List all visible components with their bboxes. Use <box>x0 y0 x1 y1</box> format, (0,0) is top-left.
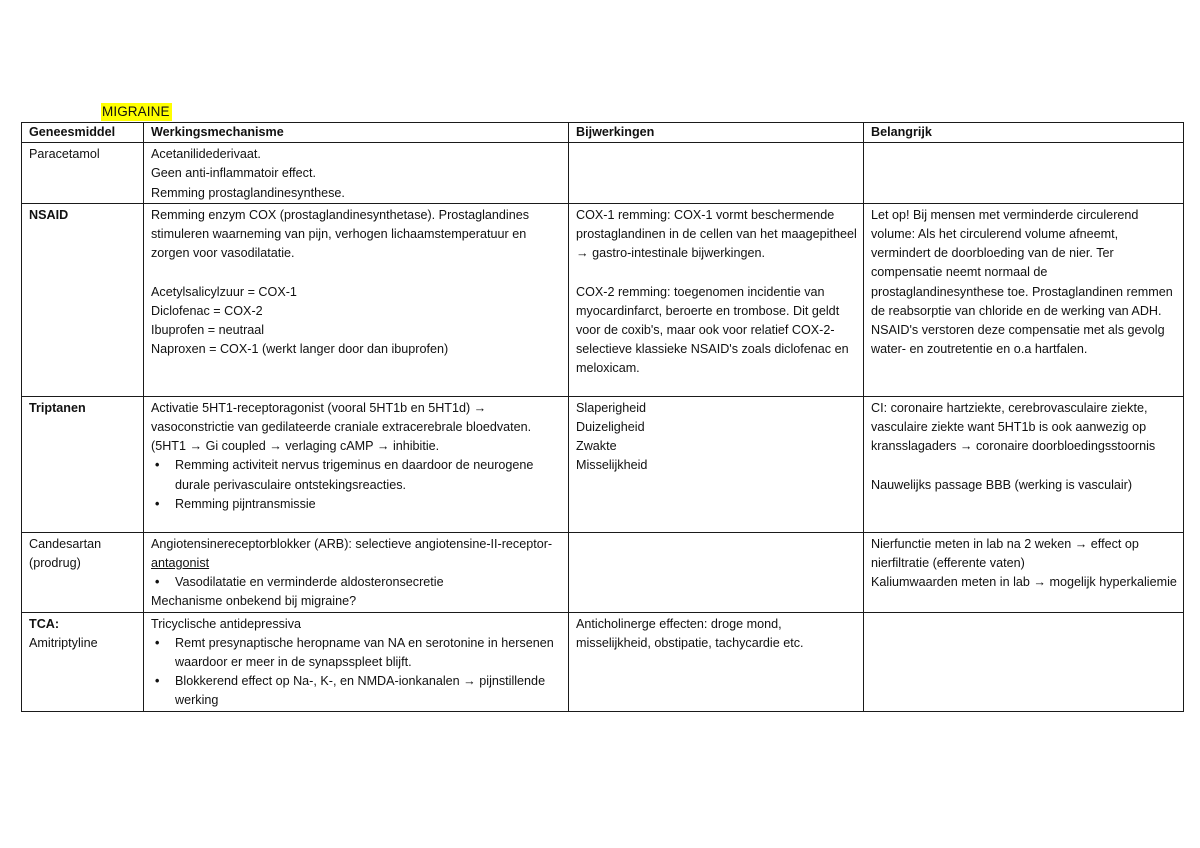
mechanism-cell <box>144 612 569 711</box>
drug-cell <box>22 396 144 532</box>
side-effect-line: Slaperigheid <box>576 400 647 415</box>
side-effects-paragraph: COX-2 remming: toegenomen incidentie van myocardinfarct, beroerte en trombose. Dit geldt voor de coxib's, maar ook voor relatief COX-2-selectieve klassieke NSAID's zoals diclofenac en meloxicam. <box>576 284 849 376</box>
mechanism-paragraph: Remming enzym COX (prostaglandinesynthetase). Prostaglandines stimuleren waarneming van pijn, verhogen lichaamstemperatuur en zorgen voor vasodilatatie. <box>151 207 529 261</box>
drug-name: Triptanen <box>29 400 86 415</box>
side-effect-line: Duizeligheid <box>576 420 645 435</box>
mechanism-bullet-list <box>151 573 562 592</box>
table-row <box>22 143 1184 204</box>
document-title: MIGRAINE <box>102 104 170 119</box>
drug-name: NSAID <box>29 207 69 222</box>
table-header-row <box>22 123 1184 143</box>
drug-note: (prodrug) <box>29 556 81 571</box>
important-paragraph: Nauwelijks passage BBB (werking is vasculair) <box>871 477 1133 492</box>
important-cell <box>864 396 1184 532</box>
side-effects-cell <box>569 143 864 204</box>
side-effect-line: Misselijkheid <box>576 458 648 473</box>
medication-table <box>21 122 1184 712</box>
important-paragraph: Let op! Bij mensen met verminderde circulerend volume: Als het circulerend volume afneemt, vermindert de doorbloeding van de nier. Ter compensatie neemt normaal de prostaglandinesynthese toe. Prostaglandinen remmen de reabsorptie van chloride en de werking van ADH. NSAID's verstoren deze compensatie met als gevolg water- en zoutretentie en o.a hartfalen. <box>871 207 1173 357</box>
side-effects-paragraph: Anticholinerge effecten: droge mond, misselijkheid, obstipatie, tachycardie etc. <box>576 616 804 650</box>
important-cell <box>864 612 1184 711</box>
underlined-term: antagonist <box>151 556 210 571</box>
side-effects-paragraph: COX-1 remming: COX-1 vormt beschermende prostaglandinen in de cellen van het maagepitheel → gastro-intestinale bijwerkingen. <box>576 207 857 261</box>
side-effects-cell <box>569 396 864 532</box>
list-item: • Vasodilatatie en verminderde aldosteronsecretie <box>175 573 562 592</box>
important-paragraph: CI: coronaire hartziekte, cerebrovasculaire ziekte, vasculaire ziekte want 5HT1b is ook aanwezig op kransslagaders → coronaire doorbloedingsstoornis <box>871 400 1156 454</box>
mechanism-cell <box>144 203 569 396</box>
table-row <box>22 532 1184 612</box>
important-paragraph: Nierfunctie meten in lab na 2 weken → effect op nierfiltratie (efferente vaten) <box>871 536 1139 571</box>
table-row <box>22 396 1184 532</box>
drug-cell <box>22 532 144 612</box>
mechanism-line: Diclofenac = COX-2 <box>151 303 263 318</box>
mechanism-line: Remming prostaglandinesynthese. <box>151 185 345 200</box>
important-cell <box>864 532 1184 612</box>
header-drug: Geneesmiddel <box>22 123 144 143</box>
mechanism-line: Ibuprofen = neutraal <box>151 323 265 338</box>
list-item: • Remming pijntransmissie <box>175 495 562 514</box>
mechanism-line: Naproxen = COX-1 (werkt langer door dan ibuprofen) <box>151 342 449 357</box>
mechanism-cell <box>144 396 569 532</box>
drug-name: TCA: <box>29 616 60 631</box>
mechanism-line: Acetanilidederivaat. <box>151 147 261 162</box>
side-effects-cell <box>569 612 864 711</box>
mechanism-paragraph: Activatie 5HT1-receptoragonist (vooral 5HT1b en 5HT1d) → vasoconstrictie van gedilateerde craniale extracerebrale bloedvaten. (5HT1 → Gi coupled → verlaging cAMP → inhibitie. <box>151 400 532 454</box>
mechanism-bullet-list <box>151 456 562 514</box>
header-mechanism: Werkingsmechanisme <box>144 123 569 143</box>
mechanism-paragraph: Angiotensinereceptorblokker (ARB): selectieve angiotensine-II-receptor-antagonist <box>151 536 553 571</box>
header-important: Belangrijk <box>864 123 1184 143</box>
mechanism-line: Geen anti-inflammatoir effect. <box>151 166 316 181</box>
mechanism-line: Tricyclische antidepressiva <box>151 616 302 631</box>
drug-cell <box>22 143 144 204</box>
drug-name: Candesartan <box>29 536 102 551</box>
mechanism-bullet-list <box>151 634 562 711</box>
table-row <box>22 203 1184 396</box>
side-effects-cell <box>569 532 864 612</box>
mechanism-cell <box>144 532 569 612</box>
important-paragraph: Kaliumwaarden meten in lab → mogelijk hyperkaliemie <box>871 575 1177 590</box>
drug-name: Paracetamol <box>29 147 100 162</box>
mechanism-line: Mechanisme onbekend bij migraine? <box>151 594 357 609</box>
side-effects-cell <box>569 203 864 396</box>
table-row <box>22 612 1184 711</box>
list-item: • Remming activiteit nervus trigeminus en daardoor de neurogene durale perivasculaire ontstekingsreacties. <box>175 456 562 494</box>
mechanism-cell <box>144 143 569 204</box>
drug-note: Amitriptyline <box>29 635 98 650</box>
side-effect-line: Zwakte <box>576 439 617 454</box>
important-cell <box>864 203 1184 396</box>
list-item: • Blokkerend effect op Na-, K-, en NMDA-ionkanalen → pijnstillende werking <box>175 672 562 710</box>
list-item: • Remt presynaptische heropname van NA en serotonine in hersenen waardoor er meer in de synapsspleet blijft. <box>175 634 562 672</box>
drug-cell <box>22 612 144 711</box>
mechanism-line: Acetylsalicylzuur = COX-1 <box>151 284 297 299</box>
drug-cell <box>22 203 144 396</box>
header-side-effects: Bijwerkingen <box>569 123 864 143</box>
important-cell <box>864 143 1184 204</box>
